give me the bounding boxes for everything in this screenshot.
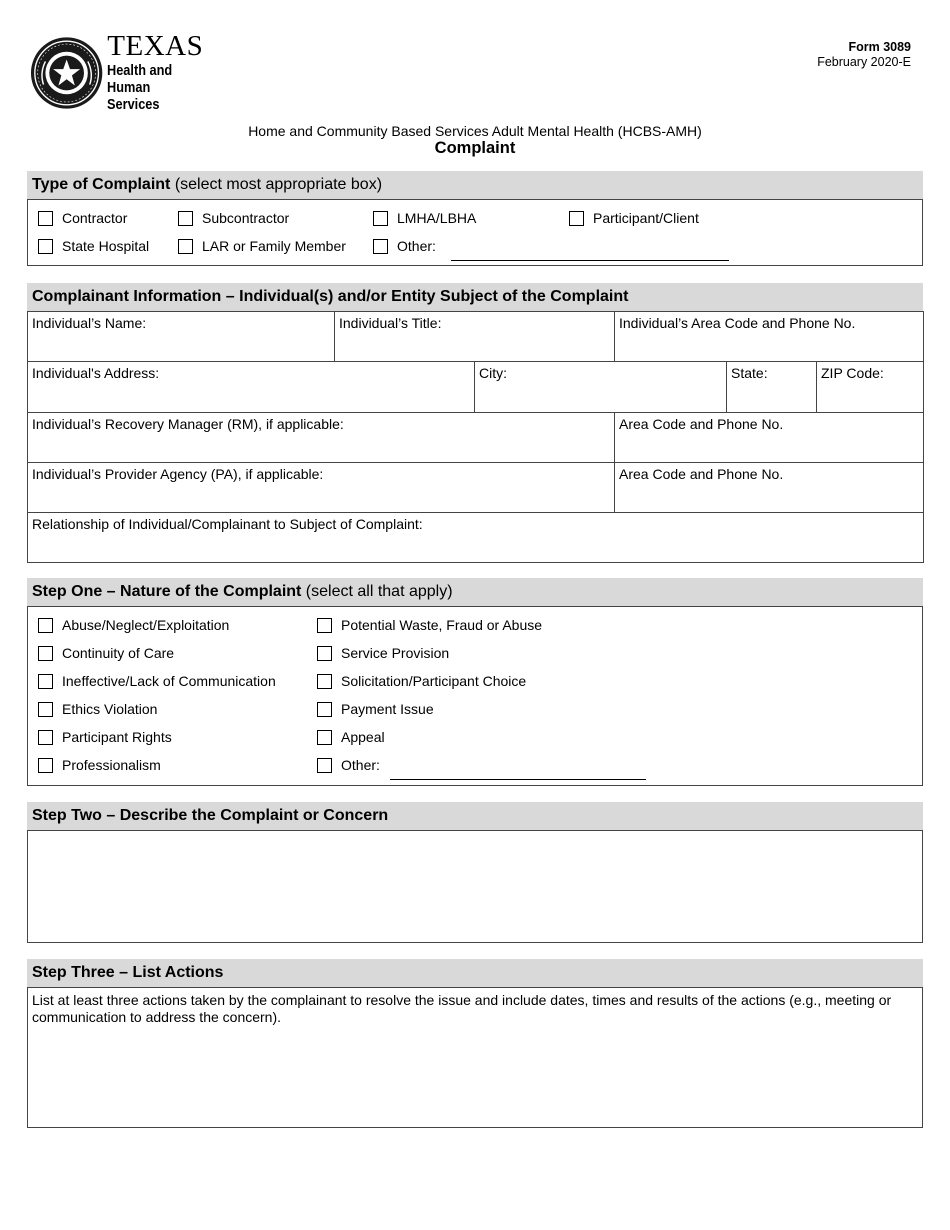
- step-three-section: [27, 959, 923, 1128]
- provider-agency-field[interactable]: Individual’s Provider Agency (PA), if applicable:: [28, 463, 615, 513]
- checkbox-participant-client[interactable]: Participant/Client: [569, 210, 699, 226]
- individual-name-field[interactable]: Individual’s Name:: [28, 312, 335, 362]
- checkbox-icon[interactable]: [38, 674, 53, 689]
- step-two-section: [27, 802, 923, 943]
- individual-phone-field[interactable]: Individual’s Area Code and Phone No.: [615, 312, 924, 362]
- checkbox-solicitation[interactable]: Solicitation/Participant Choice: [317, 673, 526, 689]
- zip-field[interactable]: ZIP Code:: [817, 362, 924, 413]
- form-number: Form 3089: [848, 40, 911, 54]
- pa-phone-field[interactable]: Area Code and Phone No.: [615, 463, 924, 513]
- complainant-info-table: [27, 311, 924, 563]
- checkbox-icon[interactable]: [317, 674, 332, 689]
- form-subtitle: Home and Community Based Services Adult Mental Health (HCBS-AMH): [248, 123, 702, 139]
- checkbox-icon[interactable]: [317, 702, 332, 717]
- type-of-complaint-heading: Type of Complaint (select most appropriate box): [27, 171, 923, 199]
- checkbox-icon[interactable]: [373, 211, 388, 226]
- checkbox-professionalism[interactable]: Professionalism: [38, 757, 161, 773]
- relationship-field[interactable]: Relationship of Individual/Complainant to Subject of Complaint:: [28, 513, 924, 563]
- checkbox-icon[interactable]: [373, 239, 388, 254]
- recovery-manager-field[interactable]: Individual’s Recovery Manager (RM), if applicable:: [28, 413, 615, 463]
- rm-phone-field[interactable]: Area Code and Phone No.: [615, 413, 924, 463]
- checkbox-continuity-care[interactable]: Continuity of Care: [38, 645, 174, 661]
- step-one-heading: Step One – Nature of the Complaint (select all that apply): [27, 578, 923, 606]
- step-two-heading: Step Two – Describe the Complaint or Concern: [27, 802, 923, 830]
- form-title: Complaint: [434, 139, 516, 157]
- checkbox-abuse-neglect[interactable]: Abuse/Neglect/Exploitation: [38, 617, 229, 633]
- hhs-logo: [30, 30, 230, 113]
- checkbox-other-nature[interactable]: Other:: [317, 757, 380, 773]
- checkbox-icon[interactable]: [38, 618, 53, 633]
- checkbox-payment-issue[interactable]: Payment Issue: [317, 701, 434, 717]
- form-meta: [817, 40, 911, 70]
- checkbox-icon[interactable]: [178, 239, 193, 254]
- checkbox-service-provision[interactable]: Service Provision: [317, 645, 449, 661]
- step-three-heading: Step Three – List Actions: [27, 959, 923, 987]
- individual-address-field[interactable]: Individual's Address:: [28, 362, 475, 413]
- texas-seal-icon: [30, 35, 103, 111]
- checkbox-icon[interactable]: [38, 239, 53, 254]
- checkbox-icon[interactable]: [317, 758, 332, 773]
- logo-line-1: Health and Human: [107, 63, 173, 96]
- checkbox-icon[interactable]: [317, 730, 332, 745]
- checkbox-icon[interactable]: [38, 702, 53, 717]
- checkbox-contractor[interactable]: Contractor: [38, 210, 127, 226]
- form-date: February 2020-E: [817, 55, 911, 69]
- list-actions-field[interactable]: [27, 987, 923, 1128]
- complainant-info-section: [27, 283, 923, 563]
- checkbox-icon[interactable]: [38, 758, 53, 773]
- checkbox-lar-family[interactable]: LAR or Family Member: [178, 238, 346, 254]
- step-one-section: [27, 578, 923, 786]
- type-of-complaint-box: [27, 199, 923, 266]
- checkbox-icon[interactable]: [38, 730, 53, 745]
- checkbox-participant-rights[interactable]: Participant Rights: [38, 729, 172, 745]
- other-type-line[interactable]: [451, 260, 729, 261]
- checkbox-icon[interactable]: [38, 646, 53, 661]
- checkbox-state-hospital[interactable]: State Hospital: [38, 238, 149, 254]
- logo-line-2: Services: [107, 97, 160, 113]
- individual-title-field[interactable]: Individual’s Title:: [335, 312, 615, 362]
- checkbox-ethics[interactable]: Ethics Violation: [38, 701, 157, 717]
- describe-complaint-field[interactable]: [27, 830, 923, 943]
- complainant-info-heading: Complainant Information – Individual(s) and/or Entity Subject of the Complaint: [27, 283, 923, 311]
- checkbox-subcontractor[interactable]: Subcontractor: [178, 210, 289, 226]
- checkbox-waste-fraud[interactable]: Potential Waste, Fraud or Abuse: [317, 617, 542, 633]
- checkbox-icon[interactable]: [317, 646, 332, 661]
- checkbox-appeal[interactable]: Appeal: [317, 729, 385, 745]
- other-nature-line[interactable]: [390, 779, 646, 780]
- checkbox-icon[interactable]: [569, 211, 584, 226]
- checkbox-lmha-lbha[interactable]: LMHA/LBHA: [373, 210, 476, 226]
- step-one-box: [27, 606, 923, 786]
- logo-texas-text: TEXAS: [107, 30, 204, 62]
- checkbox-icon[interactable]: [38, 211, 53, 226]
- checkbox-communication[interactable]: Ineffective/Lack of Communication: [38, 673, 276, 689]
- city-field[interactable]: City:: [475, 362, 727, 413]
- list-actions-instructions: List at least three actions taken by the complainant to resolve the issue and include dates, times and results of the actions (e.g., meeting or communication to address the concern).: [32, 992, 892, 1025]
- checkbox-other-type[interactable]: Other:: [373, 238, 436, 254]
- checkbox-icon[interactable]: [317, 618, 332, 633]
- state-field[interactable]: State:: [727, 362, 817, 413]
- checkbox-icon[interactable]: [178, 211, 193, 226]
- type-of-complaint-section: [27, 171, 923, 266]
